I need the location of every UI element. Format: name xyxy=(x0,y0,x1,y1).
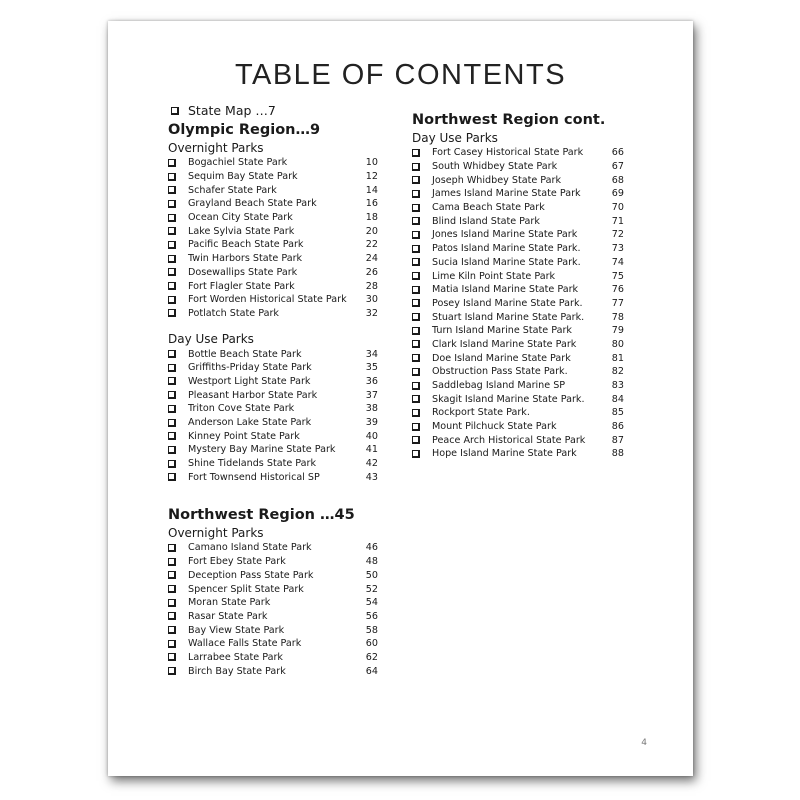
park-name: Cama Beach State Park xyxy=(432,202,545,214)
checkbox-icon xyxy=(168,667,176,675)
checkbox-icon xyxy=(168,391,176,399)
page-ref: 64 xyxy=(365,665,378,677)
page-ref: 82 xyxy=(611,366,624,378)
park-name: Birch Bay State Park xyxy=(188,665,286,677)
checkbox-icon xyxy=(412,368,420,376)
park-name: Bottle Beach State Park xyxy=(188,348,302,360)
park-entry xyxy=(168,664,378,678)
page-ref: 22 xyxy=(365,239,378,251)
state-map-entry xyxy=(171,101,378,120)
park-entry xyxy=(168,170,378,184)
park-name: Kinney Point State Park xyxy=(188,430,300,442)
park-name: Twin Harbors State Park xyxy=(188,253,303,265)
park-entry xyxy=(412,214,624,228)
checkbox-icon xyxy=(412,217,420,225)
park-name: Stuart Island Marine State Park. xyxy=(432,311,585,323)
checkbox-icon xyxy=(412,395,420,403)
page-title: TABLE OF CONTENTS xyxy=(234,59,567,91)
park-name: Camano Island State Park xyxy=(188,542,312,554)
park-entry xyxy=(412,324,624,338)
page-ref: 48 xyxy=(365,556,378,568)
park-name: Moran State Park xyxy=(188,597,271,609)
checkbox-icon xyxy=(168,173,176,181)
park-name: Fort Ebey State Park xyxy=(188,556,286,568)
park-name: Pleasant Harbor State Park xyxy=(188,389,318,401)
northwest-overnight-heading: Overnight Parks xyxy=(168,526,264,541)
olympic-overnight-heading: Overnight Parks xyxy=(168,141,264,155)
checkbox-icon xyxy=(412,327,420,335)
park-entry xyxy=(168,569,378,583)
park-entry xyxy=(168,224,378,238)
park-list xyxy=(412,146,624,461)
page-ref: 36 xyxy=(365,375,378,387)
checkbox-icon xyxy=(412,340,420,348)
park-name: Blind Island State Park xyxy=(432,215,540,227)
park-entry xyxy=(168,651,378,665)
page-ref: 39 xyxy=(365,417,378,429)
park-name: Jones Island Marine State Park xyxy=(432,229,578,241)
park-name: Spencer Split State Park xyxy=(188,583,304,595)
page-ref: 32 xyxy=(365,307,378,319)
park-name: Patos Island Marine State Park. xyxy=(432,243,581,255)
page-ref: 70 xyxy=(611,202,624,214)
checkbox-icon xyxy=(168,585,176,593)
page-ref: 14 xyxy=(365,184,378,196)
checkbox-icon xyxy=(412,299,420,307)
olympic-region-heading: Olympic Region…9 xyxy=(168,122,321,138)
page-ref: 86 xyxy=(611,421,624,433)
park-entry xyxy=(168,470,378,484)
park-name: Fort Townsend Historical SP xyxy=(188,471,320,483)
checkbox-icon xyxy=(168,626,176,634)
park-entry xyxy=(168,375,378,389)
checkbox-icon xyxy=(168,282,176,290)
checkbox-icon xyxy=(168,558,176,566)
checkbox-icon xyxy=(412,382,420,390)
page-ref: 75 xyxy=(611,270,624,282)
page-ref: 66 xyxy=(611,147,624,159)
checkbox-icon xyxy=(168,460,176,468)
park-entry xyxy=(412,242,624,256)
state-map-label: State Map …7 xyxy=(188,103,276,118)
checkbox-icon xyxy=(168,200,176,208)
park-entry xyxy=(168,279,378,293)
checkbox-icon xyxy=(412,409,420,417)
park-name: Deception Pass State Park xyxy=(188,569,314,581)
park-name: Rockport State Park. xyxy=(432,407,530,419)
page-ref: 43 xyxy=(365,471,378,483)
park-name: Clark Island Marine State Park xyxy=(432,338,577,350)
park-entry xyxy=(412,392,624,406)
checkbox-icon xyxy=(412,450,420,458)
park-entry xyxy=(168,266,378,280)
checkbox-icon xyxy=(412,245,420,253)
checkbox-icon xyxy=(168,268,176,276)
page-ref: 40 xyxy=(365,430,378,442)
checkbox-icon xyxy=(168,159,176,167)
page-ref: 46 xyxy=(365,542,378,554)
checkbox-icon xyxy=(168,419,176,427)
document-page xyxy=(108,21,693,776)
checkbox-icon xyxy=(168,350,176,358)
park-entry xyxy=(412,283,624,297)
checkbox-icon xyxy=(412,423,420,431)
page-ref: 72 xyxy=(611,229,624,241)
park-entry xyxy=(412,160,624,174)
checkbox-icon xyxy=(412,436,420,444)
checkbox-icon xyxy=(168,186,176,194)
park-name: Dosewallips State Park xyxy=(188,266,298,278)
checkbox-icon xyxy=(168,405,176,413)
page-ref: 42 xyxy=(365,458,378,470)
park-entry xyxy=(168,582,378,596)
northwest-region-heading: Northwest Region …45 xyxy=(168,507,355,524)
northwest-dayuse-heading: Day Use Parks xyxy=(412,131,498,145)
page-ref: 20 xyxy=(365,225,378,237)
page-ref: 79 xyxy=(611,325,624,337)
checkbox-icon xyxy=(412,258,420,266)
park-name: Bogachiel State Park xyxy=(188,157,288,169)
park-name: Saddlebag Island Marine SP xyxy=(432,380,566,392)
park-list xyxy=(168,347,378,484)
checkbox-icon xyxy=(412,231,420,239)
checkbox-icon xyxy=(168,653,176,661)
page-ref: 28 xyxy=(365,280,378,292)
park-entry xyxy=(168,238,378,252)
checkbox-icon xyxy=(168,377,176,385)
page-ref: 50 xyxy=(365,569,378,581)
park-entry xyxy=(412,433,624,447)
page-ref: 88 xyxy=(611,448,624,460)
park-entry xyxy=(168,555,378,569)
checkbox-icon xyxy=(412,272,420,280)
checkbox-icon xyxy=(168,296,176,304)
page-ref: 37 xyxy=(365,389,378,401)
park-entry xyxy=(412,447,624,461)
page-ref: 85 xyxy=(611,407,624,419)
park-name: South Whidbey State Park xyxy=(432,161,558,173)
park-name: Bay View State Park xyxy=(188,624,285,636)
checkbox-icon xyxy=(412,354,420,362)
page-ref: 38 xyxy=(365,403,378,415)
park-entry xyxy=(412,420,624,434)
park-entry xyxy=(168,307,378,321)
park-name: Fort Worden Historical State Park xyxy=(188,294,347,306)
checkbox-icon xyxy=(412,190,420,198)
park-entry xyxy=(168,541,378,555)
park-name: Obstruction Pass State Park. xyxy=(432,366,568,378)
checkbox-icon xyxy=(168,544,176,552)
park-name: Westport Light State Park xyxy=(188,375,311,387)
park-name: Mount Pilchuck State Park xyxy=(432,421,557,433)
page-ref: 24 xyxy=(365,253,378,265)
park-name: Joseph Whidbey State Park xyxy=(432,174,562,186)
page-ref: 30 xyxy=(365,294,378,306)
park-name: Peace Arch Historical State Park xyxy=(432,434,586,446)
park-entry xyxy=(412,201,624,215)
page-ref: 76 xyxy=(611,284,624,296)
page-ref: 67 xyxy=(611,161,624,173)
park-entry xyxy=(168,429,378,443)
park-name: Matia Island Marine State Park xyxy=(432,284,579,296)
olympic-dayuse-heading: Day Use Parks xyxy=(168,332,254,347)
park-name: Mystery Bay Marine State Park xyxy=(188,444,336,456)
park-name: Grayland Beach State Park xyxy=(188,198,317,210)
park-name: Fort Flagler State Park xyxy=(188,280,295,292)
page-ref: 34 xyxy=(365,348,378,360)
park-entry xyxy=(168,183,378,197)
checkbox-icon xyxy=(412,313,420,321)
checkbox-icon xyxy=(412,149,420,157)
northwest-cont-heading: Northwest Region cont. xyxy=(412,112,606,128)
park-entry xyxy=(168,637,378,651)
park-name: Sucia Island Marine State Park. xyxy=(432,256,581,268)
park-name: Schafer State Park xyxy=(188,184,277,196)
checkbox-icon xyxy=(168,599,176,607)
page-ref: 10 xyxy=(365,157,378,169)
page-ref: 80 xyxy=(611,338,624,350)
page-ref: 87 xyxy=(611,434,624,446)
park-entry xyxy=(412,351,624,365)
checkbox-icon xyxy=(168,214,176,222)
park-entry xyxy=(168,596,378,610)
page-ref: 54 xyxy=(365,597,378,609)
park-entry xyxy=(168,361,378,375)
park-name: Potlatch State Park xyxy=(188,307,279,319)
park-name: Rasar State Park xyxy=(188,610,268,622)
park-entry xyxy=(168,610,378,624)
park-name: Griffiths-Priday State Park xyxy=(188,362,312,374)
park-entry xyxy=(412,338,624,352)
page-ref: 83 xyxy=(611,380,624,392)
park-name: Shine Tidelands State Park xyxy=(188,458,317,470)
page-ref: 68 xyxy=(611,174,624,186)
park-name: Turn Island Marine State Park xyxy=(432,325,572,337)
park-entry xyxy=(412,256,624,270)
checkbox-icon xyxy=(168,446,176,454)
page-ref: 12 xyxy=(365,171,378,183)
checkbox-icon xyxy=(168,241,176,249)
park-entry xyxy=(168,443,378,457)
park-entry xyxy=(168,211,378,225)
page-ref: 41 xyxy=(365,444,378,456)
park-name: Pacific Beach State Park xyxy=(188,239,304,251)
page-ref: 84 xyxy=(611,393,624,405)
park-name: Skagit Island Marine State Park. xyxy=(432,393,585,405)
page-ref: 74 xyxy=(611,256,624,268)
park-entry xyxy=(412,297,624,311)
park-entry xyxy=(412,379,624,393)
park-entry xyxy=(168,457,378,471)
page-ref: 81 xyxy=(611,352,624,364)
park-entry xyxy=(168,252,378,266)
park-entry xyxy=(168,402,378,416)
park-entry xyxy=(412,269,624,283)
checkbox-icon xyxy=(412,204,420,212)
park-entry xyxy=(168,156,378,170)
checkbox-icon xyxy=(168,432,176,440)
checkbox-icon xyxy=(168,571,176,579)
page-ref: 56 xyxy=(365,610,378,622)
park-name: Ocean City State Park xyxy=(188,212,293,224)
park-name: Wallace Falls State Park xyxy=(188,638,302,650)
page-ref: 71 xyxy=(611,215,624,227)
park-list xyxy=(168,156,378,320)
park-entry xyxy=(168,388,378,402)
page-ref: 73 xyxy=(611,243,624,255)
park-entry xyxy=(412,365,624,379)
park-name: Sequim Bay State Park xyxy=(188,171,298,183)
park-entry xyxy=(168,293,378,307)
park-name: Lake Sylvia State Park xyxy=(188,225,295,237)
park-entry xyxy=(168,623,378,637)
park-name: James Island Marine State Park xyxy=(432,188,581,200)
right-column xyxy=(412,111,624,461)
park-name: Fort Casey Historical State Park xyxy=(432,147,584,159)
page-ref: 35 xyxy=(365,362,378,374)
checkbox-icon xyxy=(168,309,176,317)
checkbox-icon xyxy=(412,176,420,184)
checkbox-icon xyxy=(168,612,176,620)
checkbox-icon xyxy=(168,364,176,372)
checkbox-icon xyxy=(171,107,179,115)
park-entry xyxy=(412,187,624,201)
park-name: Larrabee State Park xyxy=(188,651,283,663)
park-entry xyxy=(412,406,624,420)
page-ref: 60 xyxy=(365,638,378,650)
checkbox-icon xyxy=(168,640,176,648)
page-ref: 77 xyxy=(611,297,624,309)
park-name: Lime Kiln Point State Park xyxy=(432,270,556,282)
page-ref: 78 xyxy=(611,311,624,323)
page-ref: 62 xyxy=(365,651,378,663)
park-entry xyxy=(168,347,378,361)
park-entry xyxy=(168,416,378,430)
park-entry xyxy=(412,146,624,160)
park-list xyxy=(168,541,378,678)
park-entry xyxy=(412,228,624,242)
page-number: 4 xyxy=(641,738,647,748)
checkbox-icon xyxy=(412,163,420,171)
park-entry xyxy=(412,173,624,187)
park-name: Doe Island Marine State Park xyxy=(432,352,571,364)
page-ref: 58 xyxy=(365,624,378,636)
page-ref: 26 xyxy=(365,266,378,278)
page-ref: 18 xyxy=(365,212,378,224)
page-ref: 52 xyxy=(365,583,378,595)
page-ref: 16 xyxy=(365,198,378,210)
park-entry xyxy=(412,310,624,324)
page-ref: 69 xyxy=(611,188,624,200)
checkbox-icon xyxy=(412,286,420,294)
checkbox-icon xyxy=(168,227,176,235)
park-name: Posey Island Marine State Park. xyxy=(432,297,583,309)
park-name: Anderson Lake State Park xyxy=(188,417,312,429)
left-column xyxy=(168,101,378,678)
checkbox-icon xyxy=(168,473,176,481)
checkbox-icon xyxy=(168,255,176,263)
park-entry xyxy=(168,197,378,211)
park-name: Hope Island Marine State Park xyxy=(432,448,577,460)
park-name: Triton Cove State Park xyxy=(188,403,295,415)
